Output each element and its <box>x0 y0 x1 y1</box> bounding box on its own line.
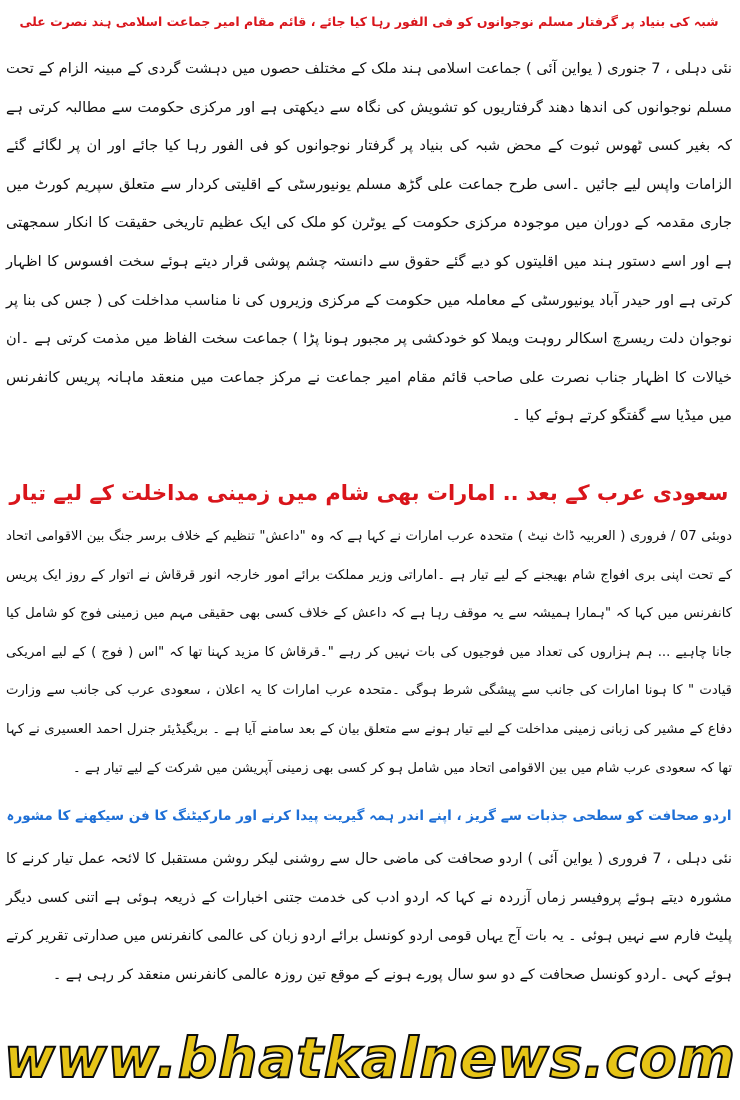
article-headline: سعودی عرب کے بعد .. امارات بھی شام میں زمینی مداخلت کے لیے تیار <box>9 481 729 505</box>
article-urdu-journalism-advice <box>6 800 732 994</box>
article-headline: اردو صحافت کو سطحی جذبات سے گریز ، اپنے اندر ہمہ گیریت پیدا کرنے اور مارکیٹنگ کا فن سیکھنے کا مشورہ <box>6 808 732 824</box>
article-detained-youth-release <box>6 4 732 436</box>
article-body: نئی دہلی ، 7 جنوری ( یواین آئی ) جماعت اسلامی ہند ملک کے مختلف حصوں میں دہشت گردی کے مبینہ الزام کے تحت مسلم نوجوانوں کی اندھا دھند گرفتاریوں کو تشویش کی نگاہ سے دیکھتی ہے اور مرکزی حکومت سے مطالبہ کرتی ہے کہ بغیر کسی ٹھوس ثبوت کے محض شبہ کی بنیاد پر گرفتار نوجوانوں کو فی الفور رہا کیا جائے اور ان پر لگائے گئے الزامات واپس لیے جائیں ۔اسی طرح جماعت علی گڑھ مسلم یونیورسٹی کے اقلیتی کردار سے متعلق سپریم کورٹ میں جاری مقدمہ کے دوران میں موجودہ مرکزی حکومت کے یوٹرن کو ملک کی ایک عظیم تاریخی حقیقت کا انکار سمجھتی ہے اور اسے دستور ہند میں اقلیتوں کو دیے گئے حقوق سے دانستہ چشم پوشی قرار دیتے ہوئے سخت افسوس کا اظہار کرتی ہے اور حیدر آباد یونیورسٹی کے معاملہ میں حکومت کے مرکزی وزیروں کی نا مناسب مداخلت کی ( جس کی بنا پر نوجوان دلت ریسرچ اسکالر روہت ویملا کو خودکشی پر مجبور ہونا پڑا ) جماعت سخت الفاظ میں مذمت کرتی ہے ۔ان خیالات کا اظہار جناب نصرت علی صاحب قائم مقام امیر جماعت نے مرکز جماعت میں منعقد ماہانہ پریس کانفرنس میں میڈیا سے گفتگو کرتے ہوئے کیا ۔ <box>6 60 732 425</box>
article-body: نئی دہلی ، 7 فروری ( یواین آئی ) اردو صحافت کی ماضی حال سے روشنی لیکر روشن مستقبل کا لائحہ عمل تیار کرنے کا مشورہ دیتے ہوئے پروفیسر زماں آزردہ نے کہا کہ اردو ادب کی خدمت جتنی اخبارات کے ذریعہ ہوئی ہے اتنی کسی دیگر پلیٹ فارم سے نہیں ہوئی ۔ یہ بات آج یہاں قومی اردو کونسل برائے اردو زبان کی عالمی کانفرنس میں صدارتی تقریر کرتے ہوئے کہی ۔اردو کونسل صحافت کے دو سو سال پورے ہونے کے موقع تین روزہ عالمی کانفرنس منعقد کر رہی ہے ۔ <box>6 851 732 983</box>
article-body: دوبئی 07 / فروری ( العربیہ ڈاٹ نیٹ ) متحدہ عرب امارات نے کہا ہے کہ وہ "داعش" تنظیم کے خلاف برسر جنگ بین الاقوامی اتحاد کے تحت اپنی بری افواج شام بھیجنے کے لیے تیار ہے ۔اماراتی وزیر مملکت برائے امور خارجہ انور قرقاش نے اتوار کے روز ایک پریس کانفرنس میں کہا کہ "ہمارا ہمیشہ سے یہ موقف رہا ہے کہ داعش کے خلاف کسی بھی حقیقی مہم میں زمینی فوج کو شامل کیا جانا چاہیے ... ہم ہزاروں کی تعداد میں فوجیوں کی بات نہیں کر رہے "۔قرقاش کا مزید کہنا تھا کہ "اس ( فوج ) کے لیے امریکی قیادت " کا ہونا امارات کی جانب سے پیشگی شرط ہوگی ۔متحدہ عرب امارات کا یہ اعلان ، سعودی عرب کی جانب سے وزارت دفاع کے مشیر کی زبانی زمینی مداخلت کے لیے تیار ہونے سے متعلق بیان کے بعد سامنے آیا ہے ۔ بریگیڈیئر جنرل احمد العسیری نے کہا تھا کہ سعودی عرب شام میں بین الاقوامی اتحاد میں شامل ہو کر کسی بھی زمینی آپریشن میں شرکت کے لیے تیار ہے ۔ <box>6 529 732 776</box>
article-uae-ground-intervention <box>6 476 732 788</box>
article-headline: شبہ کی بنیاد پر گرفتار مسلم نوجوانوں کو فی الفور رہا کیا جائے ، قائم مقام امیر جماعت اسلامی ہند نصرت علی <box>19 14 719 29</box>
website-watermark: www.bhatkalnews.com <box>4 1026 736 1090</box>
